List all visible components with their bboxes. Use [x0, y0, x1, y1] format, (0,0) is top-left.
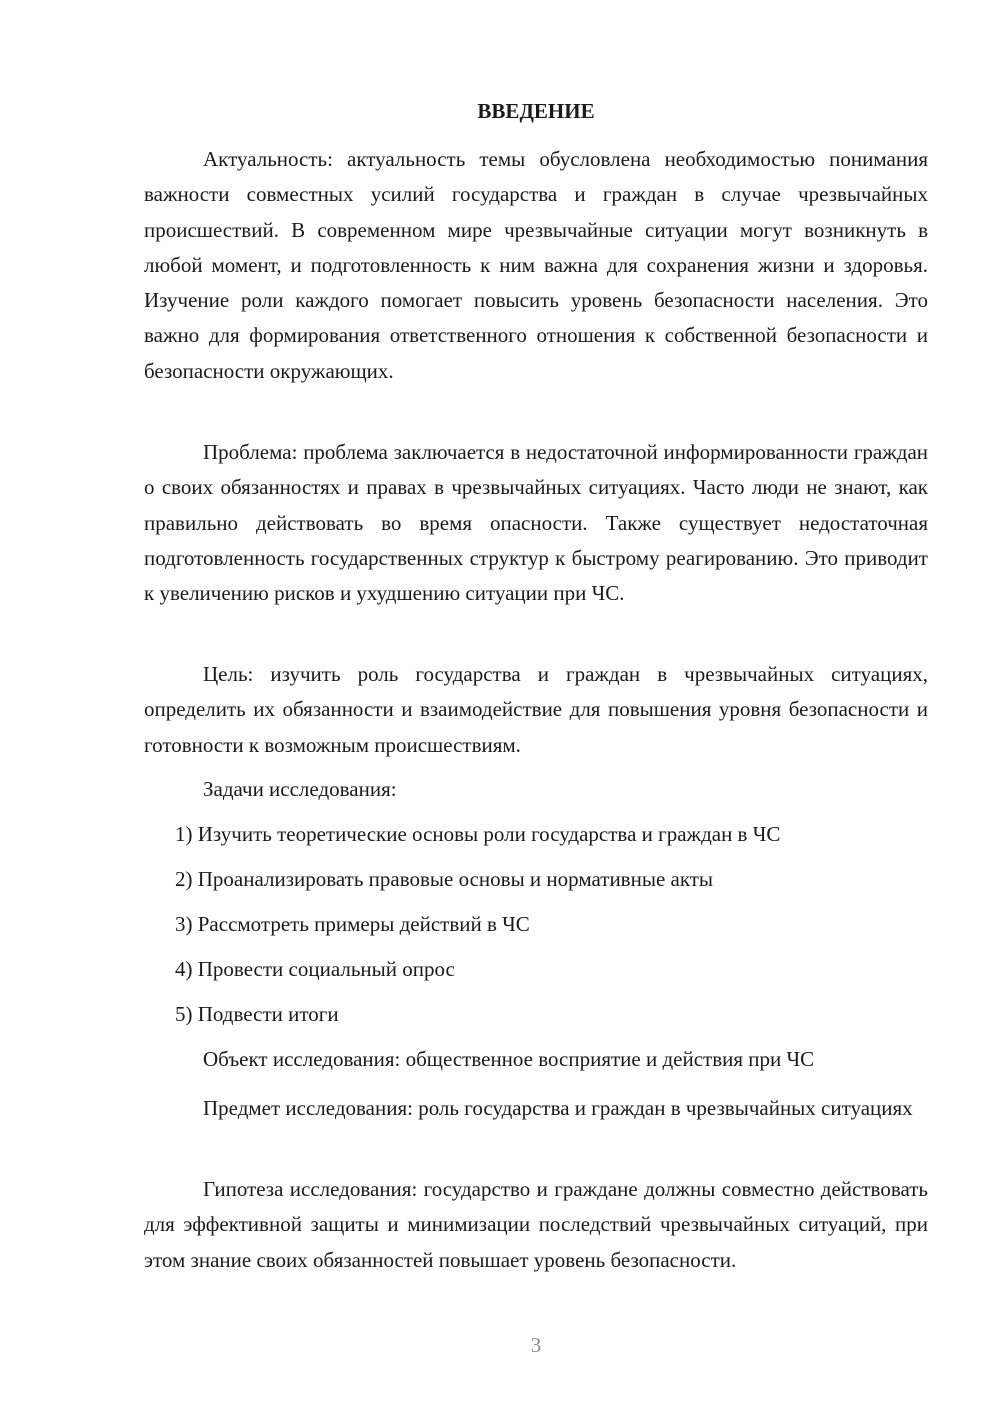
tasks-label: Задачи исследования: [203, 777, 397, 801]
goal-paragraph: Цель: изучить роль государства и граждан в чрезвычайных ситуациях, определить их обязанности и взаимодействие для повышения уровня безопасности и готовности к возможным происшествиям. [144, 662, 928, 757]
hypothesis-paragraph: Гипотеза исследования: государство и граждане должны совместно действовать для эффективной защиты и минимизации последствий чрезвычайных ситуаций, при этом знание своих обязанностей повышает уровень безопасности. [144, 1177, 928, 1272]
task-item-2: 2) Проанализировать правовые основы и нормативные акты [175, 867, 714, 891]
page-title: ВВЕДЕНИЕ [477, 99, 595, 123]
task-item-1: 1) Изучить теоретические основы роли государства и граждан в ЧС [175, 822, 781, 846]
task-item-3: 3) Рассмотреть примеры действий в ЧС [175, 912, 530, 936]
page-number: 3 [530, 1333, 542, 1357]
task-item-4: 4) Провести социальный опрос [175, 957, 455, 981]
relevance-paragraph: Актуальность: актуальность темы обусловлена необходимостью понимания важности совместных усилий государства и граждан в случае чрезвычайных происшествий. В современном мире чрезвычайные ситуации могут возникнуть в любой момент, и подготовленность к ним важна для сохранения жизни и здоровья. Изучение роли каждого помогает повысить уровень безопасности населения. Это важно для формирования ответственного отношения к собственной безопасности и безопасности окружающих. [144, 147, 928, 383]
problem-paragraph: Проблема: проблема заключается в недостаточной информированности граждан о своих обязанностях и правах в чрезвычайных ситуациях. Часто люди не знают, как правильно действовать во время опасности. Также существует недостаточная подготовленность государственных структур к быстрому реагированию. Это приводит к увеличению рисков и ухудшению ситуации при ЧС. [144, 440, 928, 606]
task-item-5: 5) Подвести итоги [175, 1002, 339, 1026]
research-object: Объект исследования: общественное восприятие и действия при ЧС [203, 1047, 815, 1071]
research-subject: Предмет исследования: роль государства и граждан в чрезвычайных ситуациях [203, 1096, 913, 1120]
